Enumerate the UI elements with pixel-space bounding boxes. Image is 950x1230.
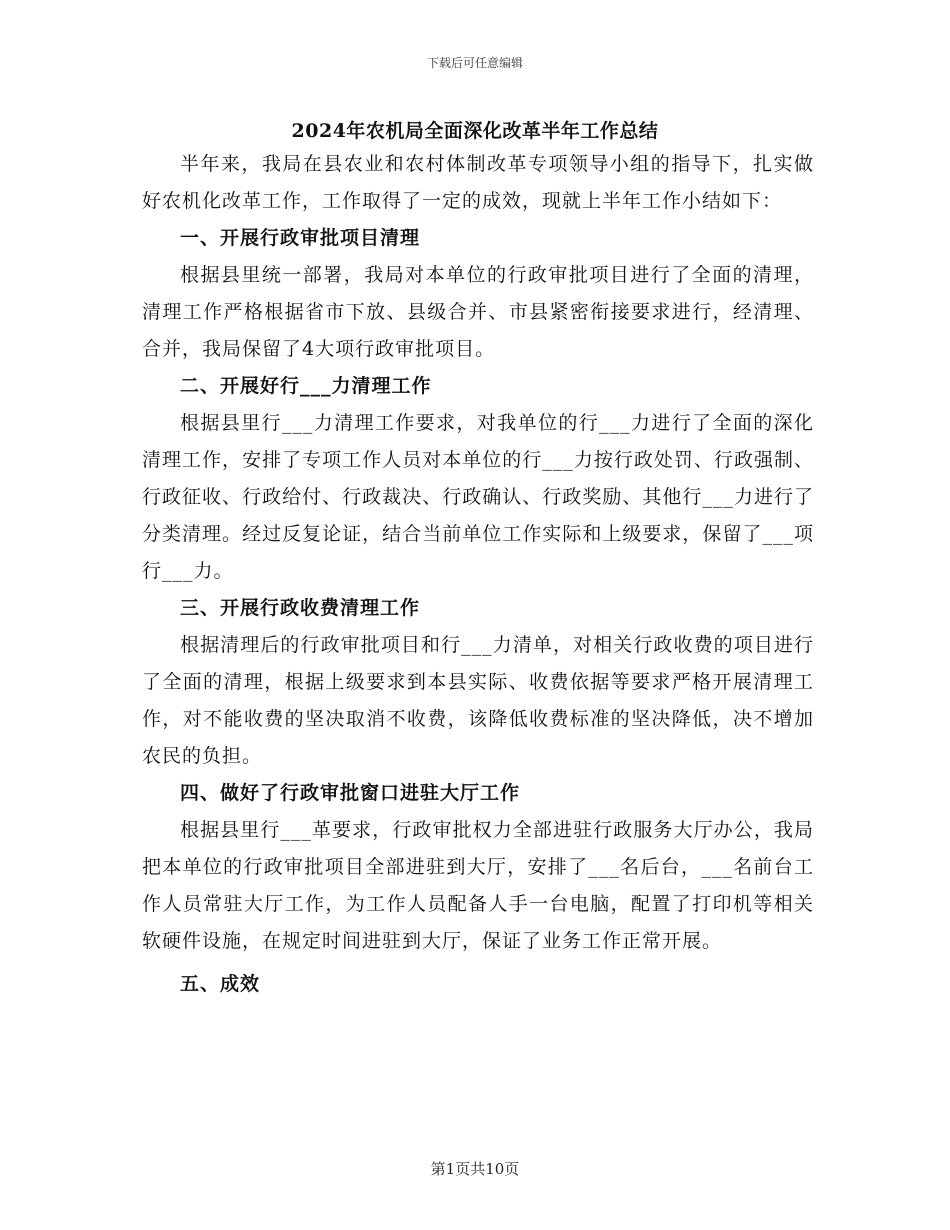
- document-body: [142, 146, 814, 1003]
- intro-paragraph: 半年来，我局在县农业和农村体制改革专项领导小组的指导下，扎实做好农机化改革工作，工作取得了一定的成效，现就上半年工作小结如下：: [142, 153, 814, 212]
- section-heading-2: 二、开展好行___力清理工作: [180, 375, 432, 397]
- page-footer: 第1页共10页: [430, 1160, 520, 1178]
- section-heading-4: 四、做好了行政审批窗口进驻大厅工作: [180, 782, 521, 804]
- section-heading-1: 一、开展行政审批项目清理: [180, 227, 421, 249]
- header-note: 下载后可任意编辑: [426, 56, 523, 70]
- section-body-2: 根据县里行___力清理工作要求，对我单位的行___力进行了全面的深化清理工作，安排了专项工作人员对本单位的行___力按行政处罚、行政强制、行政征收、行政给付、行政裁决、行政确认、行政奖励、其他行___力进行了分类清理。经过反复论证，结合当前单位工作实际和上级要求，保留了___项行___力。: [142, 412, 814, 582]
- section-body-4: 根据县里行___革要求，行政审批权力全部进驻行政服务大厅办公，我局把本单位的行政审批项目全部进驻到大厅，安排了___名后台，___名前台工作人员常驻大厅工作，为工作人员配备人手一台电脑，配置了打印机等相关软硬件设施，在规定时间进驻到大厅，保证了业务工作正常开展。: [142, 819, 814, 952]
- section-heading-3: 三、开展行政收费清理工作: [180, 597, 421, 619]
- section-body-1: 根据县里统一部署，我局对本单位的行政审批项目进行了全面的清理，清理工作严格根据省市下放、县级合并、市县紧密衔接要求进行，经清理、合并，我局保留了4大项行政审批项目。: [142, 264, 814, 360]
- section-heading-5: 五、成效: [180, 973, 261, 995]
- document-title: 2024年农机局全面深化改革半年工作总结: [291, 120, 659, 142]
- section-body-3: 根据清理后的行政审批项目和行___力清单，对相关行政收费的项目进行了全面的清理，根据上级要求到本县实际、收费依据等要求严格开展清理工作，对不能收费的坚决取消不收费，该降低收费标准的坚决降低，决不增加农民的负担。: [142, 634, 814, 767]
